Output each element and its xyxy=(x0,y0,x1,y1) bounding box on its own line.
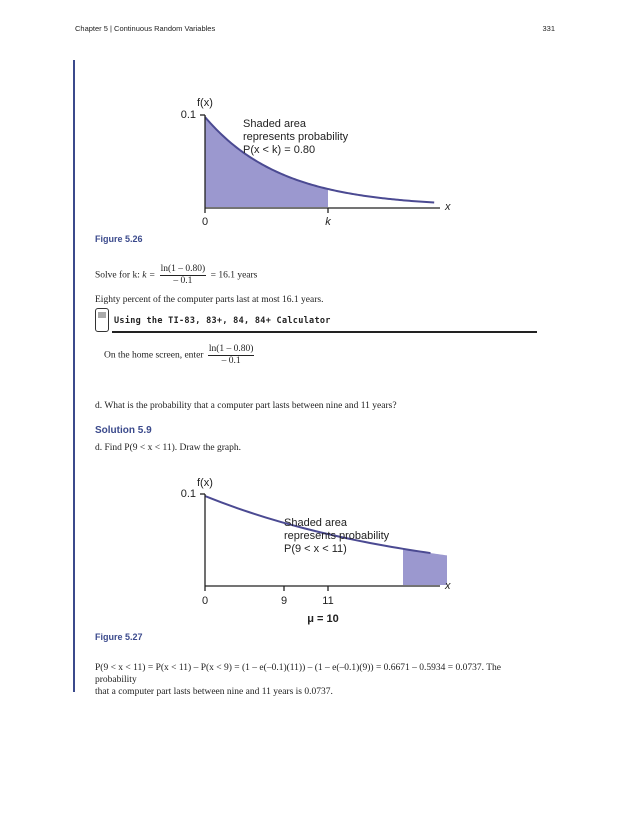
solve-equation xyxy=(95,264,257,287)
y-tick-label: 0.1 xyxy=(180,109,196,121)
x-axis-label: x xyxy=(445,201,451,213)
y-axis-label: f(x) xyxy=(197,477,213,489)
calculator-rule xyxy=(112,331,537,333)
question-d: d. What is the probability that a computer part lasts between nine and 11 years? xyxy=(95,401,397,411)
y-tick-label: 0.1 xyxy=(180,488,196,500)
eighty-percent-text: Eighty percent of the computer parts last at most 16.1 years. xyxy=(95,295,324,305)
instruction-text: On the home screen, enter xyxy=(104,350,204,361)
final-line-2: that a computer part lasts between nine and 11 years is 0.0737. xyxy=(95,687,333,697)
solve-unit: years xyxy=(237,270,258,281)
instruction-denominator: – 0.1 xyxy=(221,356,241,366)
annotation-line-1: Shaded area xyxy=(243,118,306,130)
annotation-line-1: Shaded area xyxy=(284,517,347,529)
solve-denominator: – 0.1 xyxy=(173,276,193,286)
calculator-header xyxy=(95,308,537,332)
page-number: 331 xyxy=(542,24,555,33)
x-tick-zero: 0 xyxy=(201,595,209,607)
annotation-line-2: represents probability xyxy=(243,131,349,143)
annotation-line-2: represents probability xyxy=(284,530,390,542)
x-tick-k: k xyxy=(325,216,331,228)
figure-5-26 xyxy=(181,97,451,228)
shaded-area-9-to-11 xyxy=(403,549,447,585)
final-paragraph xyxy=(95,662,545,698)
mu-label: μ = 10 xyxy=(307,613,339,625)
solution-title: Solution 5.9 xyxy=(95,425,152,436)
solve-numerator: ln(1 – 0.80) xyxy=(160,264,206,274)
annotation-line-3: P(9 < x < 11) xyxy=(284,543,347,555)
solve-lhs: k = xyxy=(142,270,156,281)
instruction-fraction xyxy=(208,344,255,367)
instruction-numerator: ln(1 – 0.80) xyxy=(208,344,254,354)
x-axis-label: x xyxy=(445,580,451,592)
solve-result: = 16.1 xyxy=(210,270,235,281)
solve-prefix: Solve for k: xyxy=(95,270,140,281)
calculator-instruction xyxy=(104,344,256,367)
annotation-line-3: P(x < k) = 0.80 xyxy=(243,144,316,156)
solution-line: d. Find P(9 < x < 11). Draw the graph. xyxy=(95,443,241,453)
x-tick-zero: 0 xyxy=(201,216,209,228)
x-tick-11: 11 xyxy=(322,595,334,607)
solve-fraction xyxy=(160,264,207,287)
figure-5-27-caption: Figure 5.27 xyxy=(95,632,143,642)
chapter-header: Chapter 5 | Continuous Random Variables xyxy=(75,24,216,33)
y-axis-label: f(x) xyxy=(197,97,213,109)
final-line-1: P(9 < x < 11) = P(x < 11) – P(x < 9) = (1 – e(–0.1)(11)) – (1 – e(–0.1)(9)) = 0.6671 – 0.5934 = 0.0737. The probability xyxy=(95,663,502,685)
x-tick-9: 9 xyxy=(280,595,288,607)
calculator-title: Using the TI-83, 83+, 84, 84+ Calculator xyxy=(114,316,331,326)
figure-5-27 xyxy=(181,477,451,625)
calculator-icon xyxy=(95,308,109,332)
figure-5-26-caption: Figure 5.26 xyxy=(95,234,143,244)
